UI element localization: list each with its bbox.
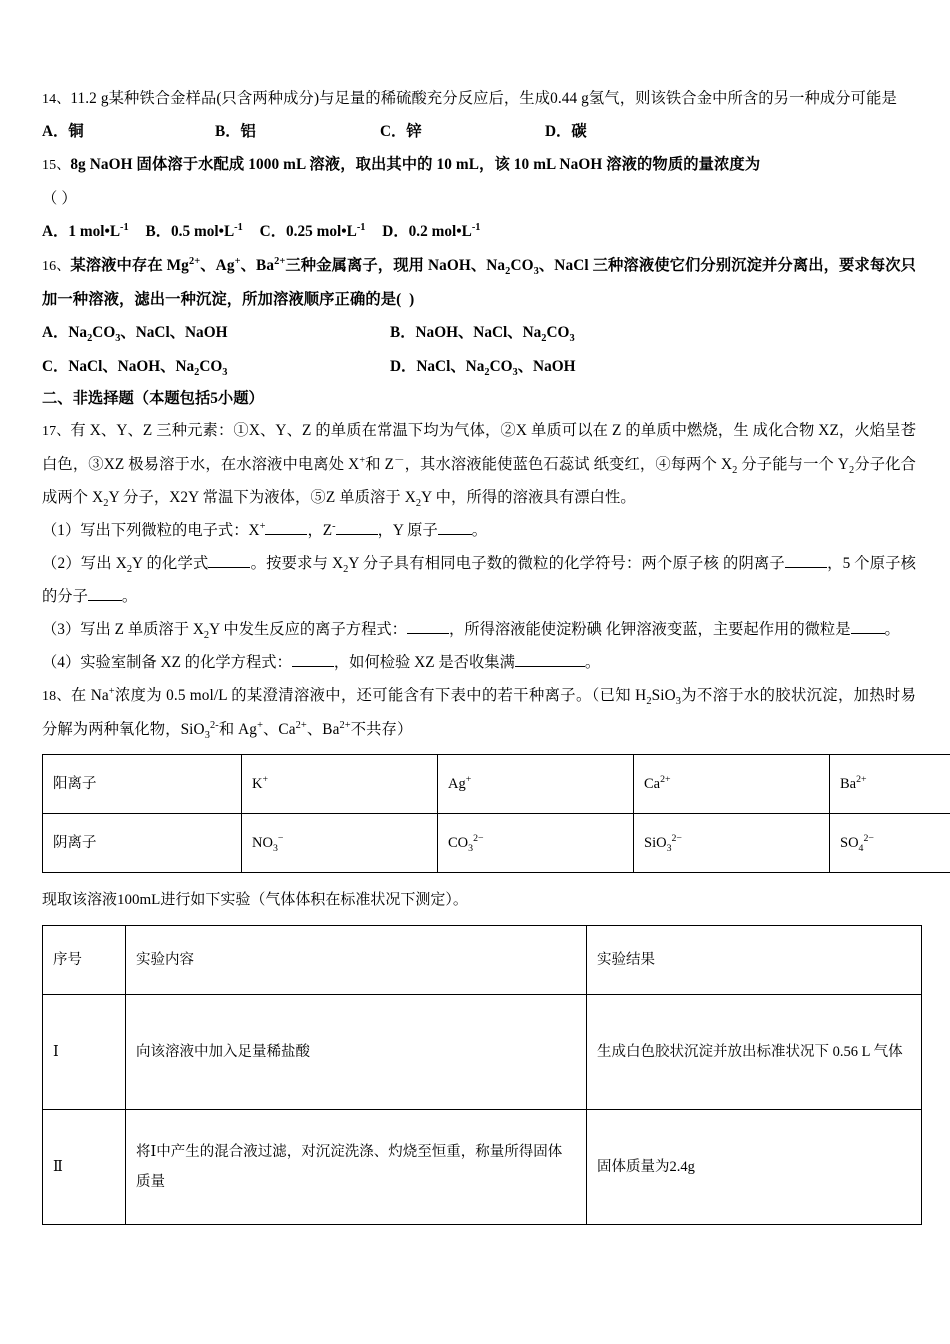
row-content: 将Ⅰ中产生的混合液过滤，对沉淀洗涤、灼烧至恒重，称量所得固体质量 xyxy=(126,1110,587,1225)
question-18-note: 现取该溶液100mL进行如下实验（气体体积在标准状况下测定）。 xyxy=(42,892,468,908)
option-a-label: A． xyxy=(42,223,69,240)
option-a[interactable]: A．1 $mol•L^{-1}$ xyxy=(42,221,129,240)
header-no: 序号 xyxy=(43,926,126,995)
ion-cell: $CO_3^{2-}$ xyxy=(438,814,634,873)
option-a-value: 铜 xyxy=(68,123,84,140)
question-17-number: 17、 xyxy=(42,424,71,439)
answer-blank[interactable] xyxy=(438,521,472,535)
row-result: 固体质量为2.4g xyxy=(587,1110,922,1225)
question-17-sub-4: （4）实验室制备 XZ 的化学方程式： ，如何检验 XZ 是否收集满 。 xyxy=(42,654,601,671)
question-18-number: 18、 xyxy=(42,689,71,704)
option-c-label: C． xyxy=(259,223,287,240)
row-no: Ⅱ xyxy=(43,1110,126,1225)
option-d-label: D． xyxy=(545,123,572,140)
table-header-row xyxy=(43,926,922,995)
question-16-number: 16、 xyxy=(42,259,71,274)
option-b-label: B． xyxy=(145,223,172,240)
option-d[interactable]: D．0.2 $mol•L^{-1}$ xyxy=(382,221,481,240)
row-label: 阴离子 xyxy=(43,814,242,873)
option-b-value: 铝 xyxy=(240,123,256,140)
option-a[interactable]: A．$Na_2CO_3$、NaCl、NaOH xyxy=(42,324,228,345)
option-c[interactable]: C．NaCl、NaOH、$Na_2CO_3$ xyxy=(42,358,228,379)
option-c-label: C． xyxy=(380,123,407,140)
option-d-label: D． xyxy=(382,223,409,240)
question-14-text: 11.2 g某种铁合金样品(只含两种成分)与足量的稀硫酸充分反应后，生成0.44 g氢气，则该铁合金中所含的另一种成分可能是 xyxy=(70,90,897,107)
question-18: 18、在 Na+浓度为 0.5 mol/L 的某澄清溶液中，还可能含有下表中的若干种离子。（已知 $H_2SiO_3$为不溶于水的胶状沉淀，加热时易分解为两种氧化物，SiO$_3^{2-}$和 Ag+、$Ca^{2+}$、$Ba^{2+}$不共存） xyxy=(42,685,916,742)
option-b[interactable] xyxy=(215,116,380,148)
row-result: 生成白色胶状沉淀并放出标准状况下 0.56 L 气体 xyxy=(587,995,922,1110)
question-17-sub-3: （3）写出 Z 单质溶于 $X_2Y$ 中发生反应的离子方程式： ，所得溶液能使淀粉碘 化钾溶液变蓝，主要起作用的微粒是 。 xyxy=(42,621,900,642)
question-14-number: 14、 xyxy=(42,92,71,107)
ion-cell: K+ xyxy=(242,755,438,814)
answer-blank[interactable] xyxy=(88,587,122,601)
question-15-options xyxy=(42,215,916,249)
ion-cell: $Ca^{2+}$ xyxy=(634,755,830,814)
option-b[interactable]: B．0.5 $mol•L^{-1}$ xyxy=(145,221,243,240)
answer-blank[interactable] xyxy=(336,521,378,535)
answer-blank[interactable] xyxy=(407,620,449,634)
option-d-label: D． xyxy=(390,358,417,375)
question-16: 16、某溶液中存在 $Mg^{2+}$、Ag+、$Ba^{2+}$三种金属离子，现用 NaOH、$Na_2CO_3$、NaCl 三种溶液使它们分别沉淀并分离出，要求每次只加一种溶液，滤出一种沉淀，所加溶液顺序正确的是( ) xyxy=(42,255,917,308)
ion-cell: $NO_3^-$ xyxy=(242,814,438,873)
section-2-heading: 二、非选择题（本题包括5小题） xyxy=(42,390,264,407)
question-14-options xyxy=(42,116,916,148)
option-c[interactable]: C．0.25 $mol•L^{-1}$ xyxy=(259,221,366,240)
ion-cell: Ag+ xyxy=(438,755,634,814)
option-a-label: A． xyxy=(42,123,69,140)
option-d[interactable] xyxy=(545,116,587,148)
option-b-label: B． xyxy=(390,324,416,341)
row-label: 阳离子 xyxy=(43,755,242,814)
answer-blank[interactable] xyxy=(851,620,885,634)
page-content xyxy=(42,82,916,1225)
experiment-table xyxy=(42,925,922,1225)
option-a-label: A． xyxy=(42,324,69,341)
question-15 xyxy=(42,148,916,182)
ion-cell: $SO_4^{2-}$ xyxy=(830,814,950,873)
option-c[interactable] xyxy=(380,116,545,148)
ion-table xyxy=(42,754,950,873)
row-no: Ⅰ xyxy=(43,995,126,1110)
option-c-value: 锌 xyxy=(406,123,422,140)
question-17-sub-2: （2）写出 $X_2Y$ 的化学式 。按要求与 $X_2Y$ 分子具有相同电子数的微粒的化学符号：两个原子核 的阴离子 ，5 个原子核的分子 。 xyxy=(42,555,916,605)
row-content: 向该溶液中加入足量稀盐酸 xyxy=(126,995,587,1110)
question-15-text: 8g NaOH 固体溶于水配成 1000 mL 溶液，取出其中的 10 mL，该 10 mL NaOH 溶液的物质的量浓度为 xyxy=(70,156,761,173)
answer-blank[interactable] xyxy=(292,653,334,667)
answer-blank[interactable] xyxy=(785,554,827,568)
option-d-value: 碳 xyxy=(571,123,587,140)
answer-blank[interactable] xyxy=(208,554,250,568)
option-c-label: C． xyxy=(42,358,69,375)
option-a[interactable] xyxy=(42,116,215,148)
table-row-cations xyxy=(43,755,950,814)
table-row-anions xyxy=(43,814,950,873)
option-d[interactable]: D．NaCl、$Na_2CO_3$、NaOH xyxy=(390,358,576,379)
question-16-options-row1 xyxy=(42,316,916,350)
header-result: 实验结果 xyxy=(587,926,922,995)
question-16-options-row2 xyxy=(42,350,916,384)
answer-blank[interactable] xyxy=(515,653,585,667)
ion-cell: SiO$_3^{2-}$ xyxy=(634,814,830,873)
question-17: 17、有 X、Y、Z 三种元素：①X、Y、Z 的单质在常温下均为气体，②X 单质可以在 Z 的单质中燃烧，生 成化合物 XZ，火焰呈苍白色，③XZ 极易溶于水，在水溶液中电离处 X+和 Z－，其水溶液能使蓝色石蕊试 纸变红，④每两个 $X_2$ 分子能与一个 $Y_2$分子化合成两个 $X_2Y$ 分子，X2Y 常温下为液体，⑤Z 单质溶于 $X_2Y$ 中，所得的溶液具有漂白性。 xyxy=(42,422,917,510)
question-15-number: 15、 xyxy=(42,158,71,173)
ion-cell: $Ba^{2+}$ xyxy=(830,755,950,814)
question-14 xyxy=(42,82,916,116)
table-row xyxy=(43,995,922,1110)
question-17-sub-1: （1）写出下列微粒的电子式：X+ ，Z- ，Y 原子 。 xyxy=(42,520,488,539)
header-content: 实验内容 xyxy=(126,926,587,995)
table-row xyxy=(43,1110,922,1225)
question-15-bracket: （ ） xyxy=(42,190,77,207)
option-b[interactable]: B．NaOH、NaCl、$Na_2CO_3$ xyxy=(390,324,575,345)
option-b-label: B． xyxy=(215,123,241,140)
answer-blank[interactable] xyxy=(265,521,307,535)
